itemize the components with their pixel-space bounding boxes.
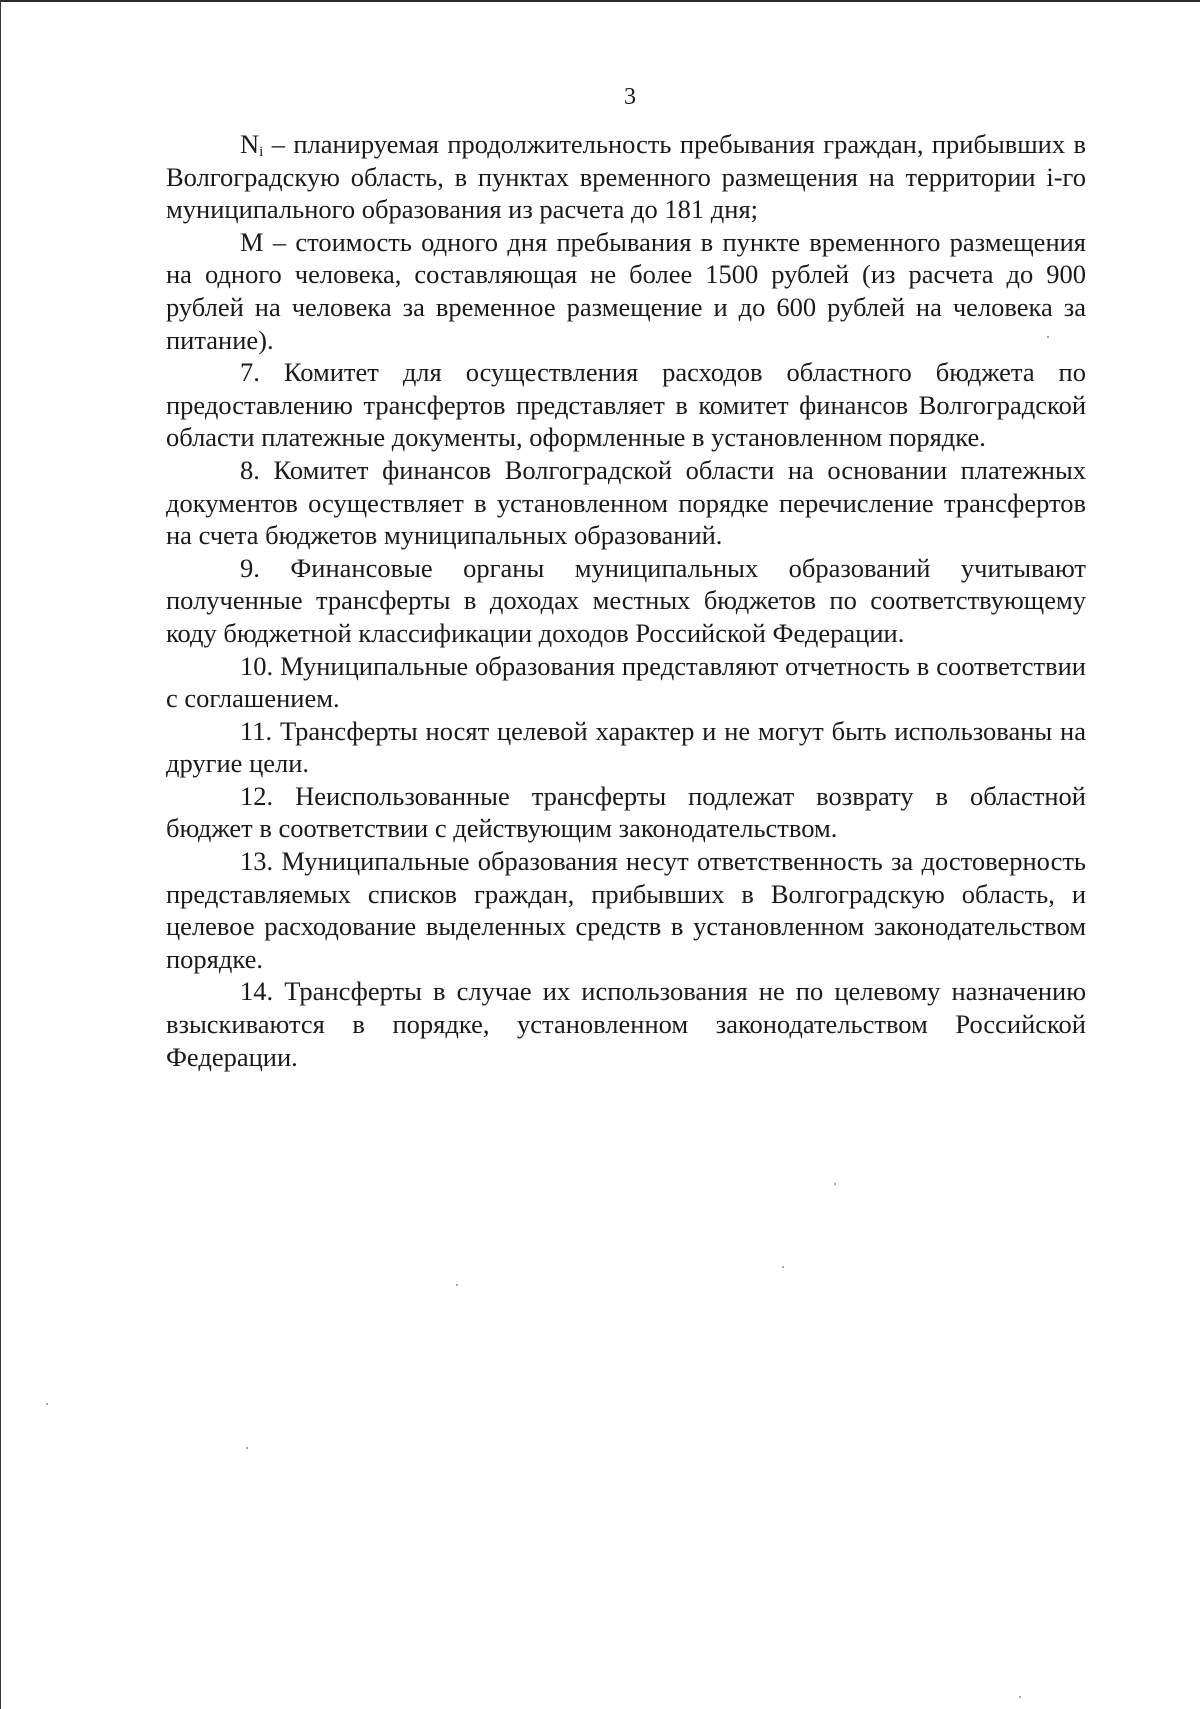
scan-speck [246,1447,248,1449]
paragraph-item-13: 13. Муниципальные образования несут ответственность за достоверность представляемых списков граждан, прибывших в Волгоградскую область, и целевое расходование выделенных средств в установленном законодательством порядке. [166,846,1086,974]
paragraph-ni-definition [166,128,1086,226]
scan-speck [456,1284,458,1286]
scan-speck [834,1183,836,1185]
document-body [166,128,1086,1073]
paragraph-item-14: 14. Трансферты в случае их использования не по целевому назначению взыскиваются в порядке, установленном законодательством Российской Федерации. [166,976,1086,1072]
scan-speck [1047,336,1049,338]
scan-speck [1019,1696,1021,1698]
paragraph-item-9: 9. Финансовые органы муниципальных образований учитывают полученные трансферты в доходах местных бюджетов по соответствующему коду бюджетной классификации доходов Российской Федерации. [166,552,1086,648]
paragraph-item-10: 10. Муниципальные образования представляют отчетность в соответствии с соглашением. [166,650,1086,714]
paragraph-item-8: 8. Комитет финансов Волгоградской области на основании платежных документов осуществляет в установленном порядке перечисление трансфертов на счета бюджетов муниципальных образований. [166,454,1086,551]
scan-edge-left [0,0,1,1709]
scan-edge-top [0,0,1200,2]
paragraph-item-11: 11. Трансферты носят целевой характер и не могут быть использованы на другие цели. [166,715,1086,779]
paragraph-text: – планируемая продолжительность пребывания граждан, прибывших в Волгоградскую область, в пунктах временного размещения на территории i-го муниципального образования из расчета до 181 дня; [166,129,1086,225]
scan-speck [46,1403,48,1405]
paragraph-item-7: 7. Комитет для осуществления расходов областного бюджета по предоставлению трансфертов представляет в комитет финансов Волгоградской области платежные документы, оформленные в установленном порядке. [166,357,1086,453]
variable-symbol: N [240,129,260,159]
variable-subscript: i [259,144,264,160]
paragraph-m-definition: М – стоимость одного дня пребывания в пункте временного размещения на одного человека, составляющая не более 1500 рублей (из расчета до 900 рублей на человека за временное размещение и до 600 рублей на человека за питание). [166,226,1086,355]
page-number: 3 [624,84,636,110]
paragraph-item-12: 12. Неиспользованные трансферты подлежат возврату в областной бюджет в соответствии с действующим законодательством. [166,780,1086,844]
scan-speck [782,1266,784,1268]
